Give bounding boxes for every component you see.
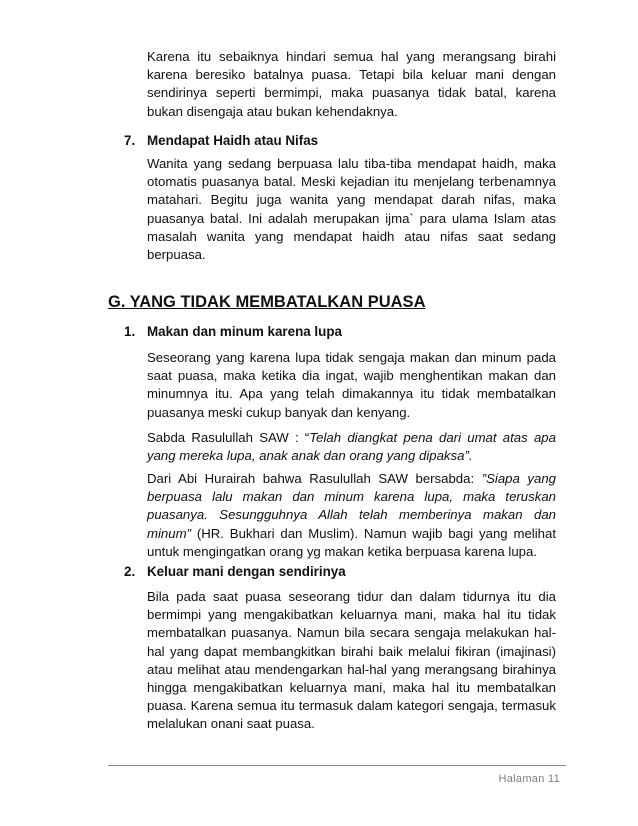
page-number: Halaman 11: [498, 773, 560, 785]
paragraph-haidh-nifas: Wanita yang sedang berpuasa lalu tiba-tiba mendapat haidh, maka otomatis puasanya batal. Meski kejadian itu menjelang terbenamnya matahari. Begitu juga wanita yang mendapat darah nifas, maka puasanya batal. Ini adalah merupakan ijma` para ulama Islam atas masalah wanita yang mendapat haidh atau nifas saat sedang berpuasa.: [147, 156, 556, 263]
paragraph-sabda: [147, 429, 556, 465]
sabda-quote: Telah diangkat pena dari umat atas apa yang mereka lupa, anak anak dan orang yang dipaksa”.: [147, 430, 556, 464]
item-title: Makan dan minum karena lupa: [147, 324, 342, 339]
item-number: 1.: [124, 324, 136, 339]
paragraph-hadith: [147, 470, 556, 561]
paragraph-intro: Karena itu sebaiknya hindari semua hal yang merangsang birahi karena beresiko batalnya puasa. Tetapi bila keluar mani dengan sendirinya seperti bermimpi, maka puasanya tidak batal, karena bukan disengaja atau bukan kehendaknya.: [147, 49, 556, 119]
paragraph-makan-lupa: Seseorang yang karena lupa tidak sengaja makan dan minum pada saat puasa, maka ketika dia ingat, wajib menghentikan makan dan minumnya itu. Apa yang telah dimakannya itu tidak membatalkan puasanya meski cukup banyak dan kenyang.: [147, 350, 556, 420]
item-number: 7.: [124, 133, 136, 148]
hadith-quote: ”Siapa yang berpuasa lalu makan dan minum karena lupa, maka teruskan puasanya. Sesungguhnya Allah telah memberinya makan dan minum”: [147, 471, 557, 541]
sabda-prefix: Sabda Rasulullah SAW : “: [147, 430, 310, 445]
hadith-prefix: Dari Abi Hurairah bahwa Rasulullah SAW bersabda:: [147, 471, 482, 486]
item-title: Mendapat Haidh atau Nifas: [147, 133, 319, 148]
paragraph-keluar-mani: Bila pada saat puasa seseorang tidur dan dalam tidurnya itu dia bermimpi yang mengakibatkan keluarnya mani, maka hal itu tidak membatalkan puasanya. Namun bila secara sengaja melakukan hal-hal yang dapat membangkitkan birahi baik melalui fikiran (imajinasi) atau melihat atau mendengarkan hal-hal yang merangsang birahinya hingga mengakibatkan keluarnya mani, maka hal itu membatalkan puasa. Karena semua itu termasuk dalam kategori sengaja, termasuk melalukan onani saat puasa.: [147, 589, 556, 732]
item-title: Keluar mani dengan sendirinya: [147, 564, 346, 579]
section-heading-g: G. YANG TIDAK MEMBATALKAN PUASA: [108, 293, 426, 311]
hadith-suffix: (HR. Bukhari dan Muslim). Namun wajib bagi yang melihat untuk mengingatkan orang yg makan ketika berpuasa karena lupa.: [147, 525, 556, 559]
item-number: 2.: [124, 564, 136, 579]
footer-divider: [108, 765, 566, 766]
